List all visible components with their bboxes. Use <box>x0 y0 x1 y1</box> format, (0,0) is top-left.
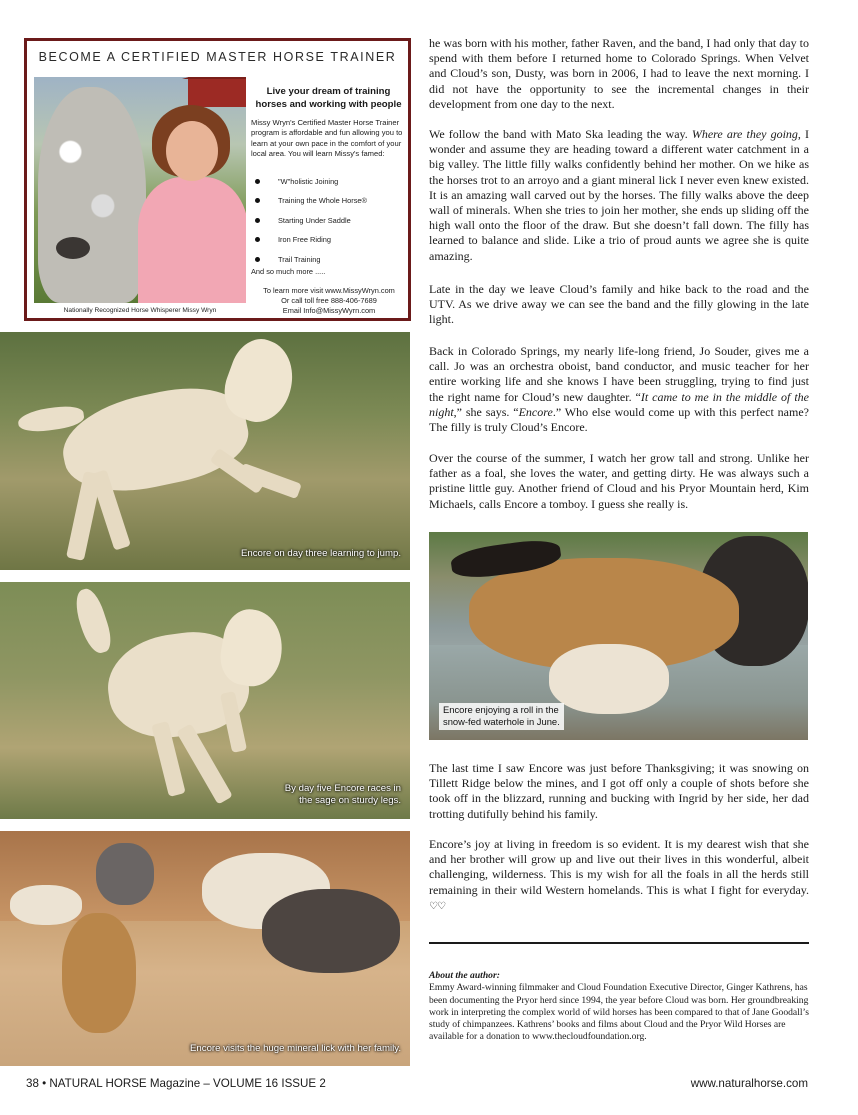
foal-leg-shape <box>176 723 233 804</box>
caption-line: the sage on sturdy legs. <box>299 795 401 806</box>
horse-shape <box>62 913 136 1033</box>
photo-caption <box>285 783 401 807</box>
text-run: Back in Colorado Springs, my nearly life-long friend, Jo Souder, gives me a call. Jo was an orchestra oboist, band conductor, and music teacher for her entire working life and she knows I have been struggling, trying to find just the right name for Cloud’s new daughter. “ <box>429 344 809 404</box>
article-paragraph <box>429 451 809 512</box>
ad-more-text: And so much more ..... <box>251 267 326 276</box>
ad-feature-list <box>251 172 409 269</box>
list-item: Trail Training <box>251 250 409 269</box>
horse-shape <box>262 889 400 973</box>
photo-foal-jumping <box>0 332 410 570</box>
article-paragraph <box>429 36 809 112</box>
ad-website-line: To learn more visit www.MissyWryn.com <box>263 286 395 295</box>
ad-headline: Live your dream of training horses and working with people <box>255 86 402 110</box>
about-the-author <box>429 970 809 1044</box>
footer-page-info: 38 • NATURAL HORSE Magazine – VOLUME 16 ISSUE 2 <box>26 1077 326 1090</box>
photo-caption: Encore visits the huge mineral lick with her family. <box>190 1043 401 1054</box>
about-title: About the author: <box>429 970 500 981</box>
article-paragraph <box>429 127 809 264</box>
about-text: Emmy Award-winning filmmaker and Cloud Foundation Executive Director, Ginger Kathrens, has been documenting the Pryor herd since 1994, the year before Cloud was born. Her groundbreaking work in interpreting the complex world of wild horses has been compared to that of Jane Goodall’s study of chimpanzees. Kathrens’ books and films about Cloud and the Pryor Wild Horses are available for a donation to www.thecloudfoundation.org. <box>429 982 809 1043</box>
paragraph-text: The last time I saw Encore was just before Thanksgiving; it was snowing on Tillett Ridge below the mines, and I got off only a couple of shots before she took off in the blizzard, running and bucking with Ingrid by her side, her dad trotting dutifully behind his family. <box>429 761 809 821</box>
ad-phone-line: Or call toll free 888-406-7689 <box>281 296 377 306</box>
italic-text: It came to me in the middle of the night <box>429 389 809 419</box>
photo-caption: Encore on day three learning to jump. <box>241 548 401 559</box>
text-run: .” Who else would come up with this perfect name? The filly is truly Cloud’s Encore. <box>429 404 809 435</box>
paragraph-text <box>429 837 809 914</box>
ad-contact-info <box>249 286 409 317</box>
footer-website: www.naturalhorse.com <box>690 1077 808 1090</box>
text-run: ,” she says. “ <box>453 404 519 419</box>
paragraph-text <box>429 127 809 264</box>
trainer-body-shape <box>138 177 246 303</box>
ad-email-line: Email Info@MissyWyrn.com <box>282 306 376 316</box>
article-paragraph <box>429 837 809 914</box>
photo-caption <box>439 703 564 730</box>
photo-mineral-lick-family <box>0 831 410 1066</box>
italic-text: Encore <box>518 404 553 419</box>
section-divider <box>429 942 809 944</box>
appaloosa-horse-shape <box>38 87 146 303</box>
photo-waterhole-roll <box>429 532 808 740</box>
paragraph-text <box>429 344 809 435</box>
paragraph-text: Late in the day we leave Cloud’s family and hike back to the road and the UTV. As we drive away we can see the band and the filly glowing in the late light. <box>429 282 809 327</box>
end-mark-icon: ♡♡ <box>429 900 445 912</box>
text-run: , I wonder and assume they are heading toward a different water catchment in a big valley. The little filly walks confidently behind her mother. On we hike as the horses trot to an arroyo and a giant mineral lick I never even knew existed. It is an amazing wall carved out by the horses. The filly walks above the deep wall of minerals. When she tries to join her mother, she ends up sliding off the high wall onto the floor of the draw. But she doesn’t fall down. The filly has learned to balance and slide. Like a trio of proud aunts we agree she is quite amazing. <box>429 127 810 263</box>
text-run: We follow the band with Mato Ska leading the way. <box>429 127 692 141</box>
list-item: Iron Free Riding <box>251 230 409 249</box>
trainer-advertisement <box>24 38 411 321</box>
photo-foal-racing <box>0 582 410 819</box>
caption-line: By day five Encore races in <box>284 783 401 794</box>
ad-photo-trainer-with-horse <box>34 77 246 303</box>
caption-line: Encore enjoying a roll in the <box>443 704 559 715</box>
barn-shape <box>188 77 246 107</box>
ad-photo-caption: Nationally Recognized Horse Whisperer Missy Wryn <box>63 307 217 314</box>
list-item: Training the Whole Horse® <box>251 191 409 210</box>
caption-line: snow-fed waterhole in June. <box>443 716 560 727</box>
article-paragraph <box>429 344 809 435</box>
article-paragraph <box>429 761 809 822</box>
text-run: Encore’s joy at living in freedom is so evident. It is my dearest wish that she and her brother will grow up and live out their lives in this wonderful, albeit challenging, wilderness. This is my wish for all the foals in all the herds still remaining in their wild Western homelands. This is what I fight for everyday. <box>429 837 809 897</box>
foal-shape <box>549 644 669 714</box>
ad-body-text: Missy Wryn's Certified Master Horse Trainer program is affordable and fun allowing you to learn at your own pace in the comfort of your local area. You will learn Missy's famed: <box>251 118 403 158</box>
foal-shape <box>10 885 82 925</box>
foal-leg-shape <box>238 463 302 499</box>
italic-text: Where are they going <box>691 127 798 141</box>
trainer-face-shape <box>166 121 218 181</box>
foal-tail-shape <box>70 586 115 657</box>
paragraph-text: he was born with his mother, father Raven, and the band, I had only that day to spend with them before I returned home to Colorado Springs. When Velvet and Cloud’s son, Dusty, was born in 2006, I had to leave the next morning. I did not have the opportunity to see the incremental changes in their development from one day to the next. <box>429 36 809 111</box>
horse-shape <box>96 843 154 905</box>
list-item: Starting Under Saddle <box>251 211 409 230</box>
article-paragraph <box>429 282 809 328</box>
paragraph-text: Over the course of the summer, I watch her grow tall and strong. Unlike her father as a foal, she loves the water, and getting dirty. He was always such a pristine little guy. Another friend of Cloud and his Pryor Mountain herd, Kim Michaels, calls Encore a tomboy. I guess she really is. <box>429 451 809 511</box>
ad-title: BECOME A CERTIFIED MASTER HORSE TRAINER <box>38 50 397 64</box>
list-item: "W"holistic Joining <box>251 172 409 191</box>
